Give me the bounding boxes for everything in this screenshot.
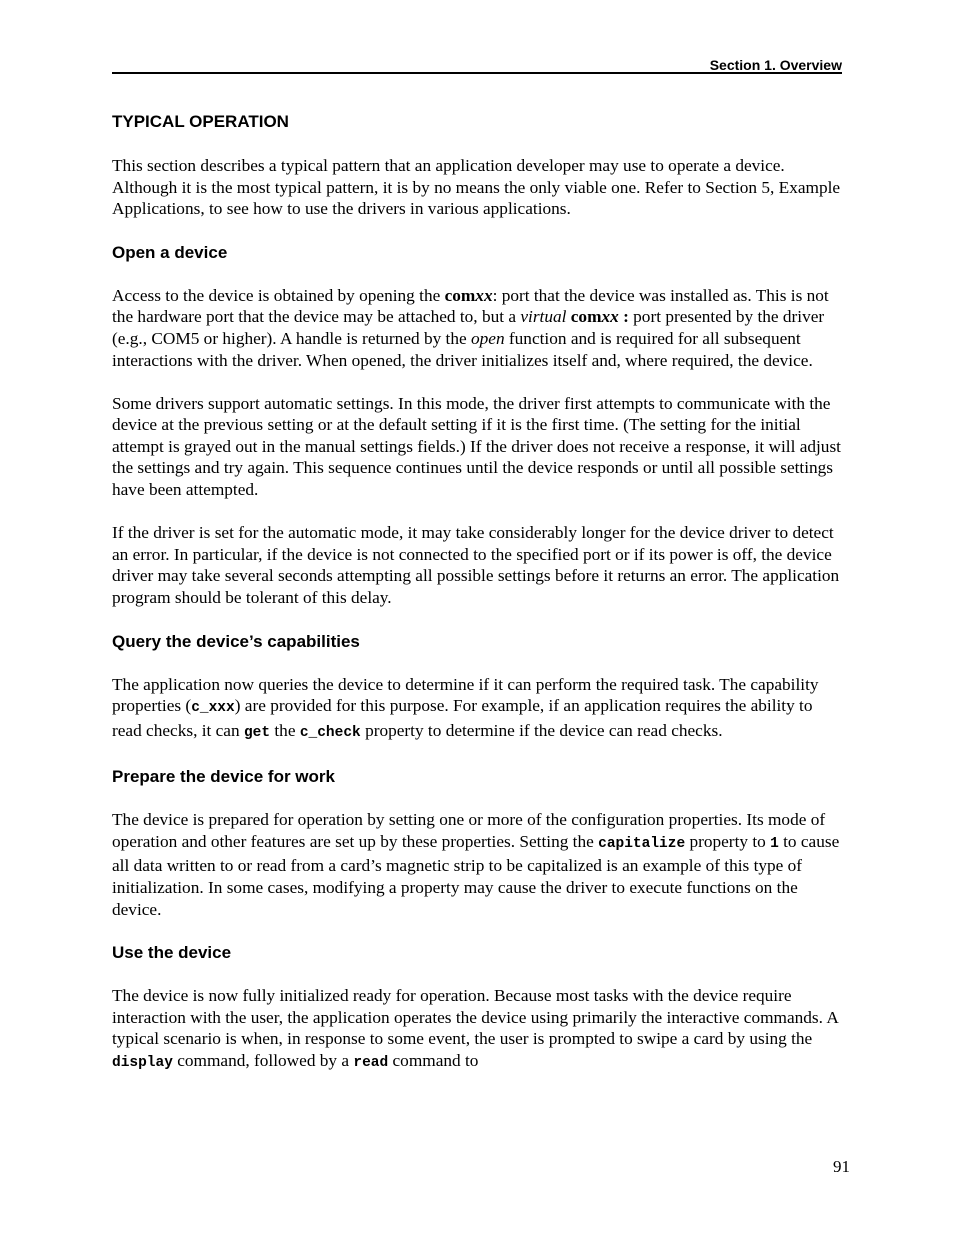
prepare-paragraph: The device is prepared for operation by setting one or more of the configuration properties. Its mode of operation and other features are set up by these properties. Setting the capitalize property to 1 to cause all data written to or read from a card’s magnetic strip to be capitalized is an example of this type of initialization. In some cases, modifying a property may cause the driver to execute functions on the device. (112, 810, 840, 919)
use-paragraph: The device is now fully initialized ready for operation. Because most tasks with the device require interaction with the user, the application operates the device using primarily the interactive commands. A typical scenario is when, in response to some event, the user is prompted to swipe a card by using the display command, followed by a read command to (112, 986, 838, 1072)
heading-use-device: Use the device (112, 943, 232, 963)
open-paragraph-3: If the driver is set for the automatic mode, it may take considerably longer for the device driver to detect an error. In particular, if the device is not connected to the specified port or if its power is off, the device driver may take several seconds attempting all possible settings before it returns an error. The application program should be tolerant of this delay. (112, 523, 840, 607)
header-rule (112, 72, 842, 74)
code-get: get (243, 724, 271, 741)
heading-prepare-device: Prepare the device for work (112, 767, 335, 787)
open-paragraph-2: Some drivers support automatic settings. In this mode, the driver first attempts to communicate with the device at the previous setting or at the default setting if it is the first time. (The setting for the initial attempt is grayed out in the manual settings fields.) If the driver does not receive a response, it will adjust the settings and try again. This sequence continues until the device responds or until all possible settings have been attempted. (112, 393, 841, 500)
query-paragraph: The application now queries the device to determine if it can perform the required task. The capability properties (c_xxx) are provided for this purpose. For example, if an application requires the ability to read checks, it can get the c_check property to determine if the device can read checks. (112, 674, 819, 741)
running-header: Section 1. Overview (709, 57, 842, 73)
code-c-xxx: c_xxx (191, 700, 235, 717)
code-display: display (112, 1055, 173, 1072)
code-capitalize: capitalize (598, 835, 686, 852)
page-body (112, 111, 844, 1075)
code-c-check: c_check (299, 724, 361, 741)
intro-paragraph: This section describes a typical pattern that an application developer may use to operate a device. Although it is the most typical pattern, it is by no means the only viable one. Refer to Section 5, Example Applications, to see how to use the drivers in various applications. (112, 156, 841, 219)
open-paragraph-1: Access to the device is obtained by opening the comxx: port that the device was installed as. This is not the hardware port that the device may be attached to, but a virtual comxx : port presented by the driver (e.g., COM5 or higher). A handle is returned by the open function and is required for all subsequent interactions with the driver. When opened, the driver initializes itself and, where required, the device. (112, 285, 829, 370)
heading-open-device: Open a device (112, 242, 228, 262)
heading-query-capabilities: Query the device’s capabilities (112, 631, 360, 651)
section-title: TYPICAL OPERATION (112, 112, 289, 131)
page-number: 91 (833, 1157, 850, 1176)
code-one: 1 (770, 835, 779, 852)
code-read: read (353, 1055, 389, 1072)
